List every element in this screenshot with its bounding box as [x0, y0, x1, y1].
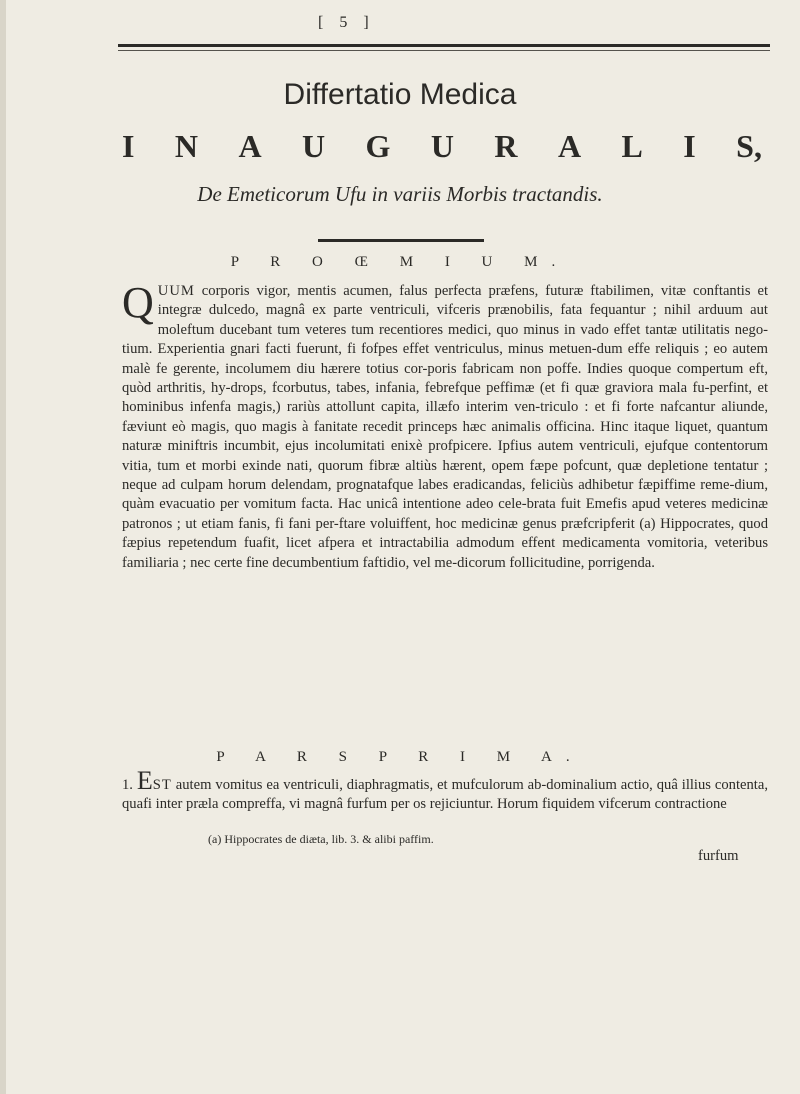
title-letter: I — [683, 128, 696, 164]
title-letter: N — [174, 128, 198, 164]
title-letter: G — [365, 128, 391, 164]
first-word: ST — [152, 777, 172, 793]
title-letter: L — [621, 128, 643, 164]
title-letter: R — [494, 128, 518, 164]
prooemium-paragraph — [122, 278, 768, 573]
subtitle: De Emeticorum Ufu in variis Morbis tractandis. — [197, 182, 603, 206]
prooemium-body — [122, 278, 768, 573]
page-number: [ 5 ] — [318, 14, 375, 31]
top-rule-thick — [118, 44, 770, 47]
paragraph-number: 1. — [122, 777, 133, 793]
title-letter: I — [122, 128, 135, 164]
paragraph-text: autem vomitus ea ventriculi, diaphragmatis, et mufculorum ab-dominalium actio, quâ illius contenta, quafi inter præla compreffa, vi magnâ furfum per os rejiciuntur. Horum fiquidem vifcerum contractione — [122, 777, 768, 813]
first-word: UUM — [157, 283, 195, 299]
title-letter: S, — [736, 128, 762, 164]
page-edge-shadow — [0, 0, 6, 1094]
section-rule — [318, 239, 484, 242]
title-line-2 — [122, 128, 762, 165]
title-letter: A — [238, 128, 262, 164]
pars-prima-heading: P A R S P R I M A. — [216, 749, 584, 765]
top-rule-thin — [118, 50, 770, 51]
drop-capital: E — [136, 766, 153, 795]
title-letter: A — [557, 128, 582, 164]
drop-capital: Q — [122, 278, 154, 327]
prooemium-heading: P R O Œ M I U M. — [230, 254, 570, 270]
title-letter: U — [430, 128, 454, 164]
title-letter: U — [301, 128, 326, 164]
footnote: (a) Hippocrates de diæta, lib. 3. & alibi paffim. — [208, 832, 434, 846]
catchword: furfum — [698, 848, 739, 864]
section-1-paragraph — [122, 766, 768, 815]
prooemium-text: corporis vigor, mentis acumen, falus perfecta præfens, futuræ ftabilimen, vitæ conftantis et integræ dulcedo, magnâ ex parte ventriculi, vifceris prænobilis, fata fequantur ; nihil arduum aut moleftum ducebant tum veteres tum recentiores medici, quo minus in vado effet tantæ utilitatis nego-tium. Experientia gnari facti fuerunt, fi fofpes effet ventriculus, minus metuen-dum effe reliquis ; eo autem malè fe gerente, incolumem diu hærere totius cor-poris fabricam non poffe. Indies quoque compertum eft, quòd arthritis, hy-drops, fcorbutus, tabes, infania, febrefque peffimæ (et fi quæ graviora mala fu-perfint, et hominibus infenfa magis,) rariùs attollunt capita, illæfo interim ven-triculo : et fi forte nafcantur aliunde, fæviunt eò magis, quo magis à fanitate recedit princeps hæc animalis officina. Hinc itaque liquet, quantum naturæ miniftris incumbit, ejus incolumitati enixè profpicere. Ipfius autem ventriculi, ejufque contentorum vitia, tum et morbi exinde nati, quorum fibræ altiùs hærent, opem fæpe pofcunt, quæ depletione tentatur ; neque ad culpam horum delendam, prognatafque labes eradicandas, feliciùs adhibetur fæpiffime reme-dium, quàm evacuatio per vomitum facta. Hac unicâ intentione adeo cele-brata fuit Emefis apud veteres medicinæ patronos ; ut etiam fanis, fi fani per-ftare voluiffent, hoc medicinæ genus præfcripferit (a) Hippocrates, quod fæpius repetendum fuafit, licet afpera et intractabilia admodum effent medicamenta vomitoria, veteribus familiaria ; nec certe fine decumbentium faftidio, vel me-dicorum follicitudine, porrigenda. — [122, 283, 768, 571]
title-line-1: Differtatio Medica — [283, 78, 517, 111]
